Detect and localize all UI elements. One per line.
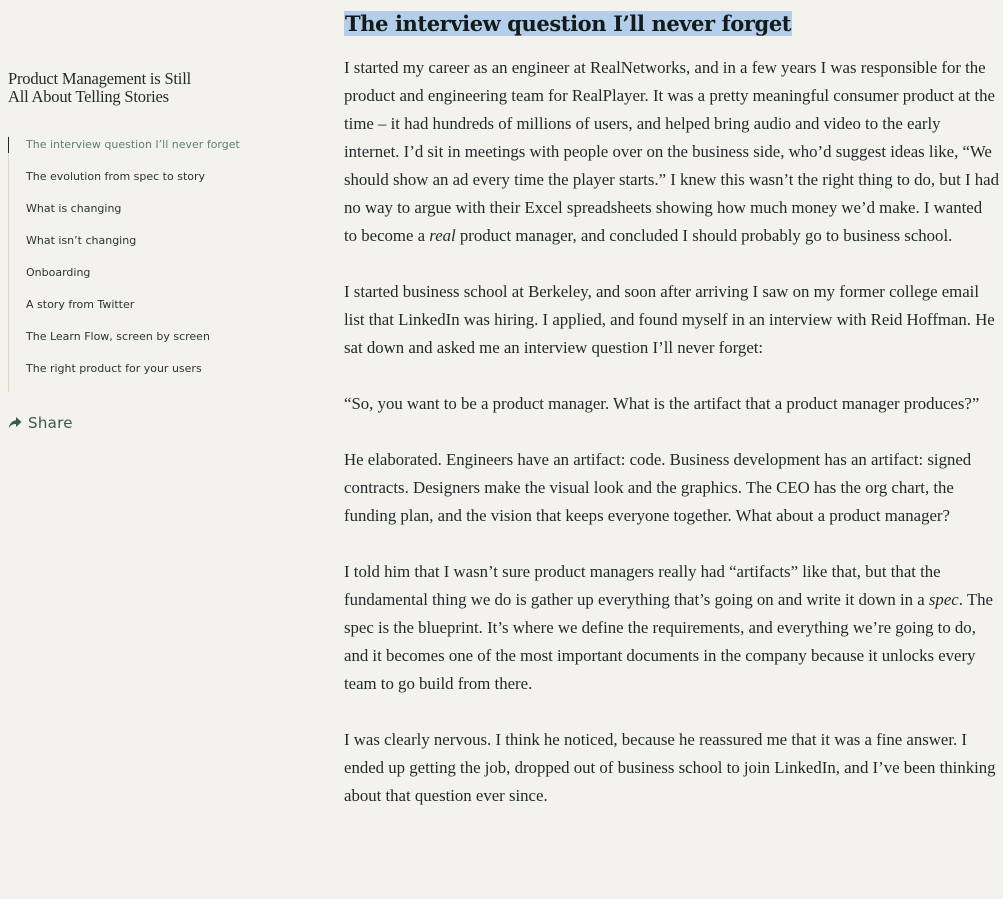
share-arrow-icon xyxy=(8,416,22,430)
paragraph-5 xyxy=(344,558,999,698)
toc-item-learn-flow[interactable]: The Learn Flow, screen by screen xyxy=(26,330,210,343)
paragraph-3-quote: “So, you want to be a product manager. What is the artifact that a product manager produces?” xyxy=(344,394,980,413)
article-body xyxy=(344,54,999,838)
document-title-line-1: Product Management is Still xyxy=(8,69,191,88)
toc-item-what-is-changing[interactable]: What is changing xyxy=(26,202,122,215)
toc-item-spec-to-story[interactable]: The evolution from spec to story xyxy=(26,170,206,183)
toc-item-interview-question[interactable]: The interview question I’ll never forget xyxy=(9,136,309,168)
paragraph-2: I started business school at Berkeley, and soon after arriving I saw on my former college email list that LinkedIn was hiring. I applied, and found myself in an interview with Reid Hoffman. He sat down and asked me an interview question I’ll never forget: xyxy=(344,282,995,357)
paragraph-1-emphasis: real xyxy=(429,226,456,245)
paragraph-6: I was clearly nervous. I think he noticed, because he reassured me that it was a fine answer. I ended up getting the job, dropped out of business school to join LinkedIn, and I’ve been thinking about that question ever since. xyxy=(344,730,996,805)
toc-item-what-isnt-changing[interactable]: What isn’t changing xyxy=(26,234,137,247)
section-heading xyxy=(344,9,792,39)
share-label: Share xyxy=(28,414,73,432)
table-of-contents xyxy=(8,136,309,392)
paragraph-4: He elaborated. Engineers have an artifact: code. Business development has an artifact: signed contracts. Designers make the visual look and the graphics. The CEO has the org chart, the funding plan, and the vision that keeps everyone together. What about a product manager? xyxy=(344,450,972,525)
toc-item-story-from-twitter[interactable]: A story from Twitter xyxy=(26,298,135,311)
paragraph-5-part-b: . The spec is the blueprint. It’s where we define the requirements, and everything we’re going to do, and it becomes one of the most important documents in the company because it unlocks every team to go build from there. xyxy=(344,590,993,693)
paragraph-5-part-a: I told him that I wasn’t sure product managers really had “artifacts” like that, but that the fundamental thing we do is gather up everything that’s going on and write it down in a xyxy=(344,562,941,609)
section-heading-text: The interview question I’ll never forget xyxy=(345,11,792,36)
share-button[interactable] xyxy=(8,414,73,432)
paragraph-1 xyxy=(344,54,999,250)
document-title-line-2: All About Telling Stories xyxy=(8,87,169,106)
paragraph-1-part-b: product manager, and concluded I should probably go to business school. xyxy=(455,226,953,245)
toc-item-right-product[interactable]: The right product for your users xyxy=(26,362,202,375)
paragraph-5-emphasis: spec xyxy=(928,590,959,609)
toc-item-onboarding[interactable]: Onboarding xyxy=(26,266,91,279)
paragraph-1-part-a: I started my career as an engineer at RealNetworks, and in a few years I was responsible for the product and engineering team for RealPlayer. It was a pretty meaningful consumer product at the time – it had hundreds of millions of users, and helped bring audio and video to the early internet. I’d sit in meetings with people over on the business side, who’d suggest ideas like, “We should show an ad every time the player starts.” I knew this wasn’t the right thing to do, but I had no way to argue with their Excel spreadsheets showing how much money we’d make. I wanted to become a xyxy=(344,58,999,245)
document-title xyxy=(8,70,268,106)
